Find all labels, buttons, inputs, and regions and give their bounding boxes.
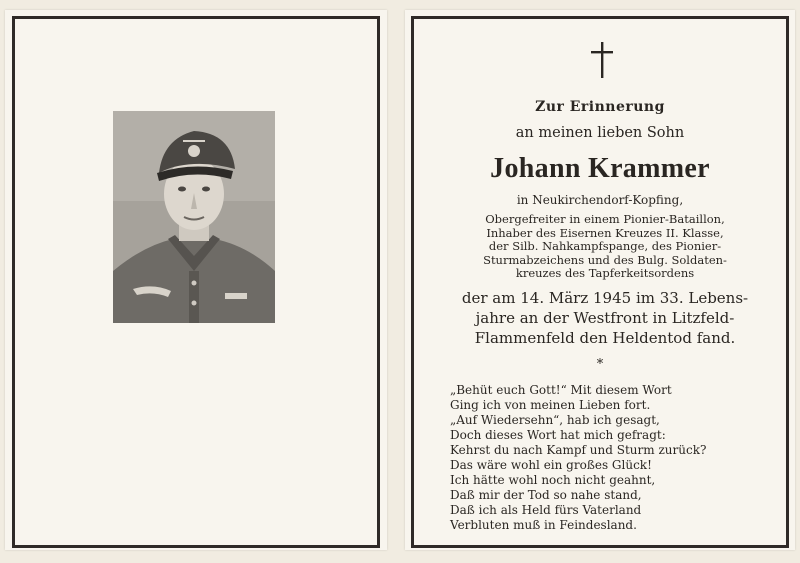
poem-line: Doch dieses Wort hat mich gefragt: — [450, 428, 666, 442]
detail-line: der Silb. Nahkampfspange, des Pionier- — [488, 239, 722, 253]
right-card-panel — [405, 10, 795, 550]
poem-line: Ging ich von meinen Lieben fort. — [450, 398, 651, 412]
poem-line: „Behüt euch Gott!“ Mit diesem Wort — [450, 383, 672, 397]
hometown: in Neukirchendorf-Kopfing, — [516, 193, 684, 207]
memorial-poem — [450, 383, 770, 533]
poem-line: Ich hätte wohl noch nicht geahnt, — [450, 473, 656, 487]
detail-line: kreuzes des Tapferkeitsordens — [515, 266, 695, 280]
deceased-name: Johann Krammer — [490, 153, 710, 184]
death-notice — [435, 288, 775, 348]
death-line: Flammenfeld den Heldentod fand. — [474, 329, 736, 347]
separator-asterisk: * — [596, 357, 604, 372]
detail-line: Obergefreiter in einem Pionier-Bataillon, — [485, 212, 725, 226]
memorial-heading: Zur Erinnerung — [535, 99, 665, 115]
detail-line: Sturmabzeichens und des Bulg. Soldaten- — [483, 252, 727, 267]
poem-line: Verbluten muß in Feindesland. — [450, 518, 637, 532]
death-line: der am 14. März 1945 im 33. Lebens- — [461, 289, 749, 307]
poem-line: „Auf Wiedersehn“, hab ich gesagt, — [450, 413, 660, 427]
cross-icon — [591, 42, 613, 78]
poem-line: Das wäre wohl ein großes Glück! — [450, 458, 652, 472]
left-card-panel — [5, 10, 387, 550]
poem-line: Daß ich als Held fürs Vaterland — [450, 503, 642, 517]
poem-line: Kehrst du nach Kampf und Sturm zurück? — [450, 443, 707, 457]
memorial-subheading: an meinen lieben Sohn — [515, 125, 685, 141]
death-line: jahre an der Westfront in Litzfeld- — [475, 309, 735, 327]
soldier-portrait-photo — [113, 111, 275, 323]
poem-line: Daß mir der Tod so nahe stand, — [450, 488, 642, 502]
military-details — [450, 213, 760, 281]
detail-line: Inhaber des Eisernen Kreuzes II. Klasse, — [486, 225, 724, 240]
portrait-illustration — [113, 111, 275, 323]
